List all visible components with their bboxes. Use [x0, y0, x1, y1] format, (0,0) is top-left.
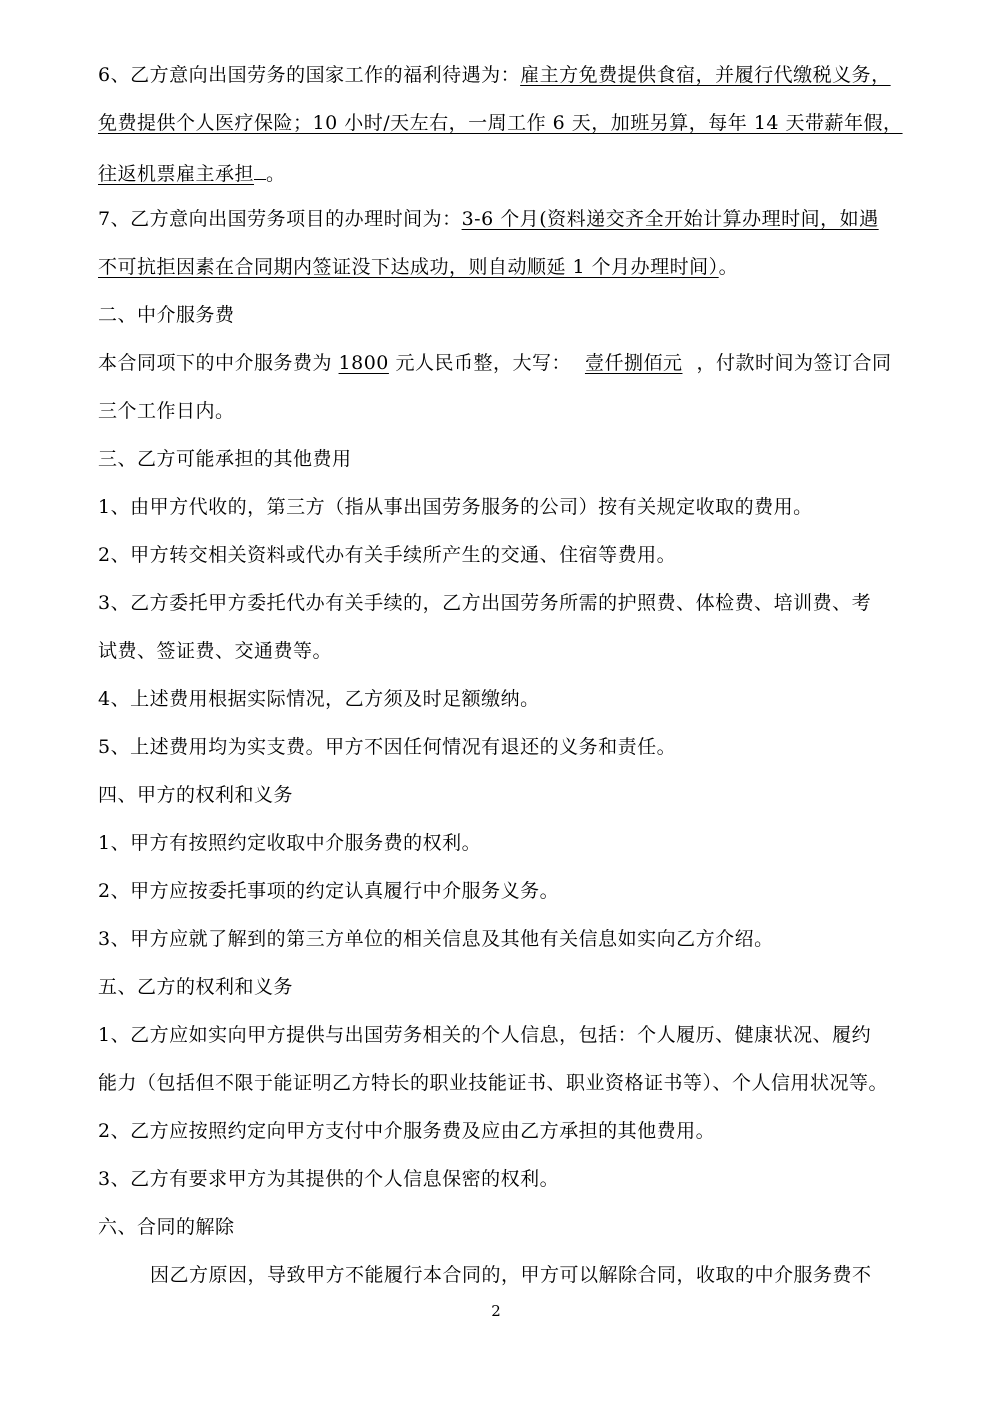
clause-7-line-1: [98, 207, 879, 231]
section-3-item-3-cont: 试费、签证费、交通费等。: [98, 640, 333, 662]
clause-6-line-2: [98, 111, 903, 135]
section-3-item-5: 5、上述费用均为实支费。甲方不因任何情况有退还的义务和责任。: [98, 736, 677, 758]
section-5-item-3: 3、乙方有要求甲方为其提供的个人信息保密的权利。: [98, 1168, 560, 1190]
section-5-item-1: 1、乙方应如实向甲方提供与出国劳务相关的个人信息，包括：个人履历、健康状况、履约: [98, 1024, 872, 1046]
clause-7-line-2: [98, 255, 738, 279]
clause-6-benefits-fill-3: 往返机票雇主承担: [98, 163, 255, 185]
section-4-item-1: 1、甲方有按照约定收取中介服务费的权利。: [98, 832, 482, 854]
section-4-item-3: 3、甲方应就了解到的第三方单位的相关信息及其他有关信息如实向乙方介绍。: [98, 928, 774, 950]
section-3-item-3: 3、乙方委托甲方委托代办有关手续的，乙方出国劳务所需的护照费、体检费、培训费、考: [98, 592, 872, 614]
blank-underline: [254, 159, 266, 180]
section-4-item-2: 2、甲方应按委托事项的约定认真履行中介服务义务。: [98, 880, 560, 902]
fee-text-2: 元人民币整，大写：: [388, 352, 571, 374]
clause-7-duration-fill-2: 不可抗拒因素在合同期内签证没下达成功，则自动顺延 1 个月办理时间）: [98, 256, 719, 278]
clause-6-text: 6、乙方意向出国劳务的国家工作的福利待遇为: [98, 64, 501, 86]
section-5-heading: 五、乙方的权利和义务: [98, 976, 294, 998]
page-number: 2: [491, 1302, 501, 1320]
section-3-heading: 三、乙方可能承担的其他费用: [98, 448, 352, 470]
clause-6-line-3: [98, 159, 286, 186]
clause-6-colon: ：: [500, 64, 521, 86]
section-6-heading: 六、合同的解除: [98, 1216, 235, 1238]
fee-text-3: ，付款时间为签订合同: [696, 352, 892, 374]
fee-line-1: [98, 351, 891, 375]
section-3-item-2: 2、甲方转交相关资料或代办有关手续所产生的交通、住宿等费用。: [98, 544, 677, 566]
section-6-paragraph: 因乙方原因，导致甲方不能履行本合同的，甲方可以解除合同，收取的中介服务费不: [150, 1264, 872, 1286]
clause-6-line-1: [98, 63, 891, 87]
section-3-item-4: 4、上述费用根据实际情况，乙方须及时足额缴纳。: [98, 688, 540, 710]
fee-amount-words: 壹仟捌佰元: [584, 352, 683, 374]
clause-7-text: 7、乙方意向出国劳务项目的办理时间为：: [98, 208, 462, 230]
fee-line-2: 三个工作日内。: [98, 400, 235, 422]
section-2-heading: 二、中介服务费: [98, 304, 235, 326]
clause-6-end: 。: [266, 163, 286, 185]
clause-6-benefits-fill-2: 免费提供个人医疗保险；10 小时/天左右，一周工作 6 天，加班另算，每年 14 天带薪年假，: [98, 112, 903, 134]
section-3-item-1: 1、由甲方代收的，第三方（指从事出国劳务服务的公司）按有关规定收取的费用。: [98, 496, 813, 518]
section-5-item-2: 2、乙方应按照约定向甲方支付中介服务费及应由乙方承担的其他费用。: [98, 1120, 716, 1142]
section-5-item-1-cont: 能力（包括但不限于能证明乙方特长的职业技能证书、职业资格证书等）、个人信用状况等。: [98, 1072, 889, 1094]
clause-6-benefits-fill: 雇主方免费提供食宿，并履行代缴税义务，: [520, 64, 891, 86]
clause-7-duration-fill: 3-6 个月(资料递交齐全开始计算办理时间，如遇: [461, 208, 879, 230]
section-4-heading: 四、甲方的权利和义务: [98, 784, 294, 806]
fee-amount: 1800: [338, 352, 389, 374]
clause-7-end: 。: [718, 256, 739, 278]
fee-text: 本合同项下的中介服务费为: [98, 352, 339, 374]
